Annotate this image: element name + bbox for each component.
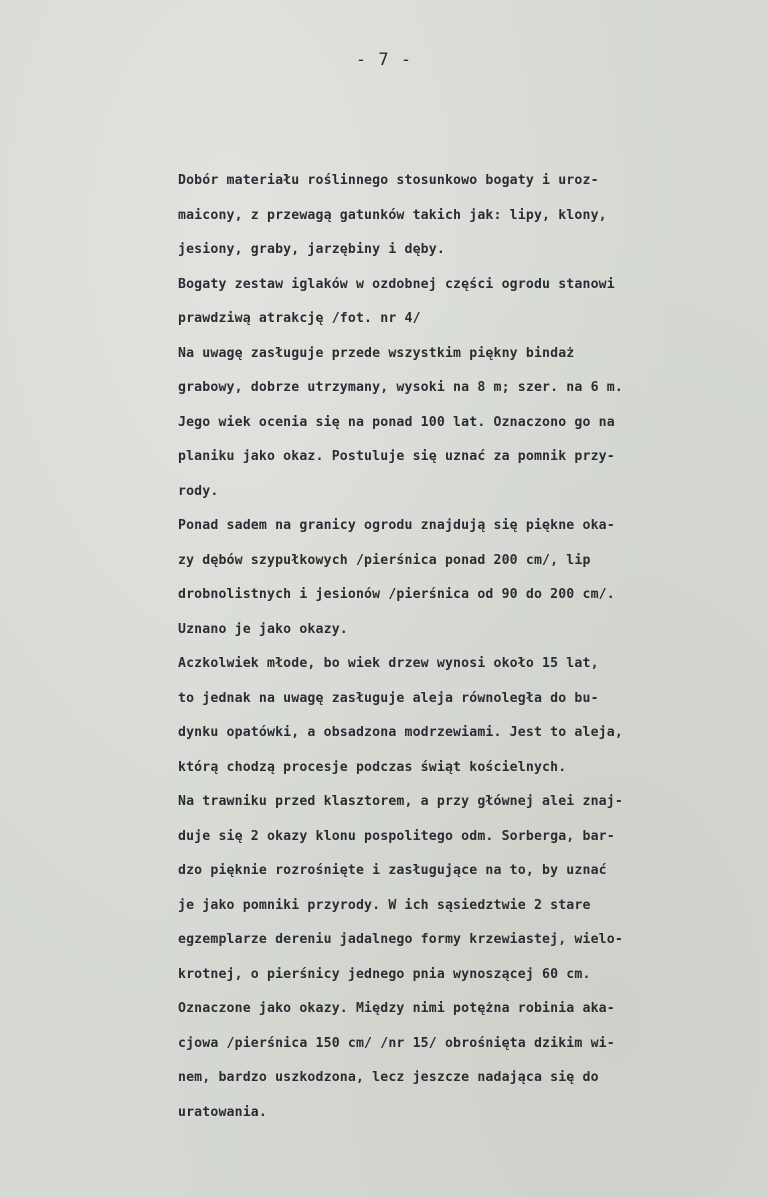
text-line: którą chodzą procesje podczas świąt kościelnych. xyxy=(178,759,567,775)
text-line: Bogaty zestaw iglaków w ozdobnej części ogrodu stanowi xyxy=(178,276,615,292)
text-line: uratowania. xyxy=(178,1104,267,1120)
text-line: Dobór materiału roślinnego stosunkowo bogaty i uroz- xyxy=(178,173,599,188)
page-number: - 7 - xyxy=(355,50,413,70)
text-line: planiku jako okaz. Postuluje się uznać za pomnik przy- xyxy=(178,449,615,464)
body-text xyxy=(178,164,758,1130)
text-line: dzo pięknie rozrośnięte i zasługujące na to, by uznać xyxy=(178,863,607,878)
text-line: Oznaczone jako okazy. Między nimi potężna robinia aka- xyxy=(178,1001,615,1016)
text-line: drobnolistnych i jesionów /pierśnica od 90 do 200 cm/. xyxy=(178,587,615,602)
text-line: rody. xyxy=(178,483,219,499)
text-line: Uznano je jako okazy. xyxy=(178,621,348,637)
text-line: Na uwagę zasługuje przede wszystkim piękny bindaż xyxy=(178,345,575,361)
text-line: prawdziwą atrakcję /fot. nr 4/ xyxy=(178,311,421,326)
text-line: egzemplarze dereniu jadalnego formy krzewiastej, wielo- xyxy=(178,932,623,947)
text-line: duje się 2 okazy klonu pospolitego odm. Sorberga, bar- xyxy=(178,828,615,844)
text-line: maicony, z przewagą gatunków takich jak: lipy, klony, xyxy=(178,207,607,223)
text-line: Na trawniku przed klasztorem, a przy głównej alei znaj- xyxy=(178,794,623,809)
text-line: Ponad sadem na granicy ogrodu znajdują się piękne oka- xyxy=(178,518,615,533)
text-line: je jako pomniki przyrody. W ich sąsiedztwie 2 stare xyxy=(178,897,591,913)
text-line: Aczkolwiek młode, bo wiek drzew wynosi około 15 lat, xyxy=(178,656,599,671)
text-line: nem, bardzo uszkodzona, lecz jeszcze nadająca się do xyxy=(178,1070,599,1085)
text-line: grabowy, dobrze utrzymany, wysoki na 8 m; szer. na 6 m. xyxy=(178,380,623,395)
text-line: jesiony, graby, jarzębiny i dęby. xyxy=(178,242,445,257)
text-line: to jednak na uwagę zasługuje aleja równoległa do bu- xyxy=(178,690,599,706)
text-line: Jego wiek ocenia się na ponad 100 lat. Oznaczono go na xyxy=(178,414,615,430)
text-line: cjowa /pierśnica 150 cm/ /nr 15/ obrośnięta dzikim wi- xyxy=(178,1035,615,1051)
text-line: zy dębów szypułkowych /pierśnica ponad 200 cm/, lip xyxy=(178,552,591,568)
text-line: krotnej, o pierśnicy jednego pnia wynoszącej 60 cm. xyxy=(178,966,591,982)
text-line: dynku opatówki, a obsadzona modrzewiami. Jest to aleja, xyxy=(178,725,623,740)
